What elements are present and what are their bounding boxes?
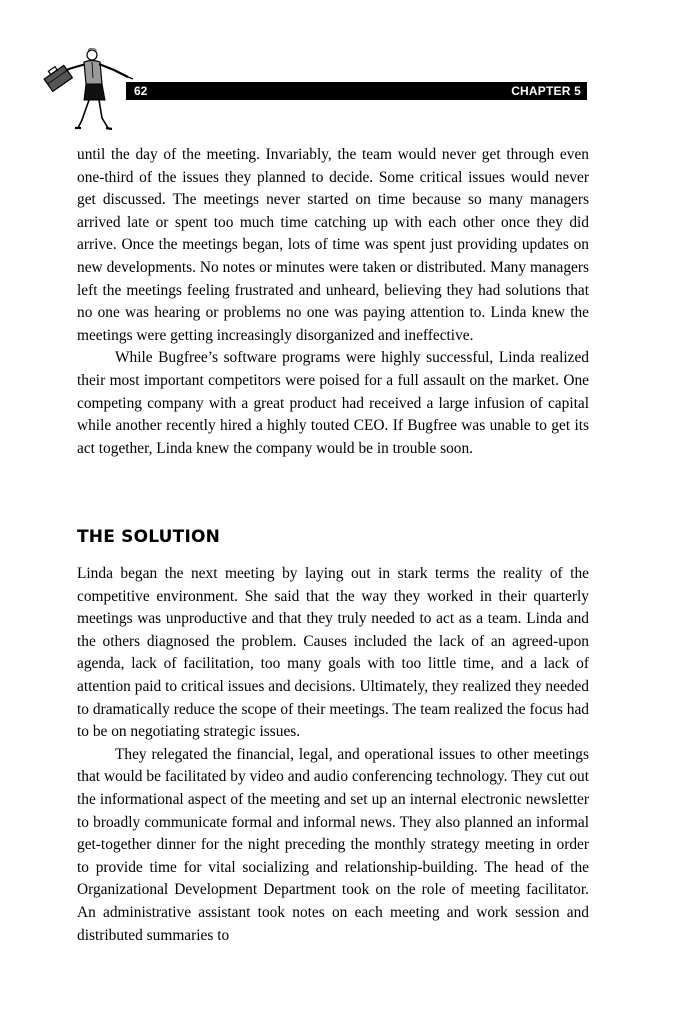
intro-text [77, 144, 589, 460]
chapter-label: CHAPTER 5 [511, 84, 581, 98]
paragraph: Linda began the next meeting by laying out in stark terms the reality of the competitive environment. She said that the way they worked in their quarterly meetings was unproductive and that they truly needed to act as a team. Linda and the others diagnosed the problem. Causes included the lack of an agreed-upon agenda, lack of facilitation, too many goals with too little time, and a lack of attention paid to critical issues and decisions. Ultimately, they realized they needed to dramatically reduce the scope of their meetings. The team realized the focus had to be on negotiating strategic issues. [77, 565, 589, 741]
briefcase-icon [42, 62, 72, 91]
section-heading: THE SOLUTION [77, 527, 221, 547]
businesswoman-with-briefcase-icon [42, 44, 136, 134]
paragraph: until the day of the meeting. Invariably, the team would never get through even one-third of the issues they planned to decide. Some critical issues would never get discussed. The meetings never started on time because so many managers arrived late or spent too much time catching up with each other once they did arrive. Once the meetings began, lots of time was spent just providing updates on new developments. No notes or minutes were taken or distributed. Many managers left the meetings feeling frustrated and unheard, believing they had solutions that no one was hearing or problems no one was paying attention to. Linda knew the meetings were getting increasingly disorganized and ineffective. [77, 146, 589, 344]
page-number: 62 [134, 84, 148, 98]
running-header [126, 82, 587, 100]
paragraph: They relegated the financial, legal, and operational issues to other meetings that would be facilitated by video and audio conferencing technology. They cut out the informational aspect of the meeting and set up an internal electronic newsletter to broadly communicate formal and informal news. They also planned an informal get-together dinner for the night preceding the monthly strategy meeting in order to provide time for vital socializing and relationship-building. The head of the Organizational Development Department took on the role of meeting facilitator. An administrative assistant took notes on each meeting and work session and distributed summaries to [77, 745, 589, 944]
solution-text [77, 563, 589, 947]
paragraph: While Bugfree’s software programs were highly successful, Linda realized their most important competitors were poised for a full assault on the market. One competing company with a great product had received a large infusion of capital while another recently hired a highly touted CEO. If Bugfree was unable to get its act together, Linda knew the company would be in trouble soon. [77, 349, 589, 457]
